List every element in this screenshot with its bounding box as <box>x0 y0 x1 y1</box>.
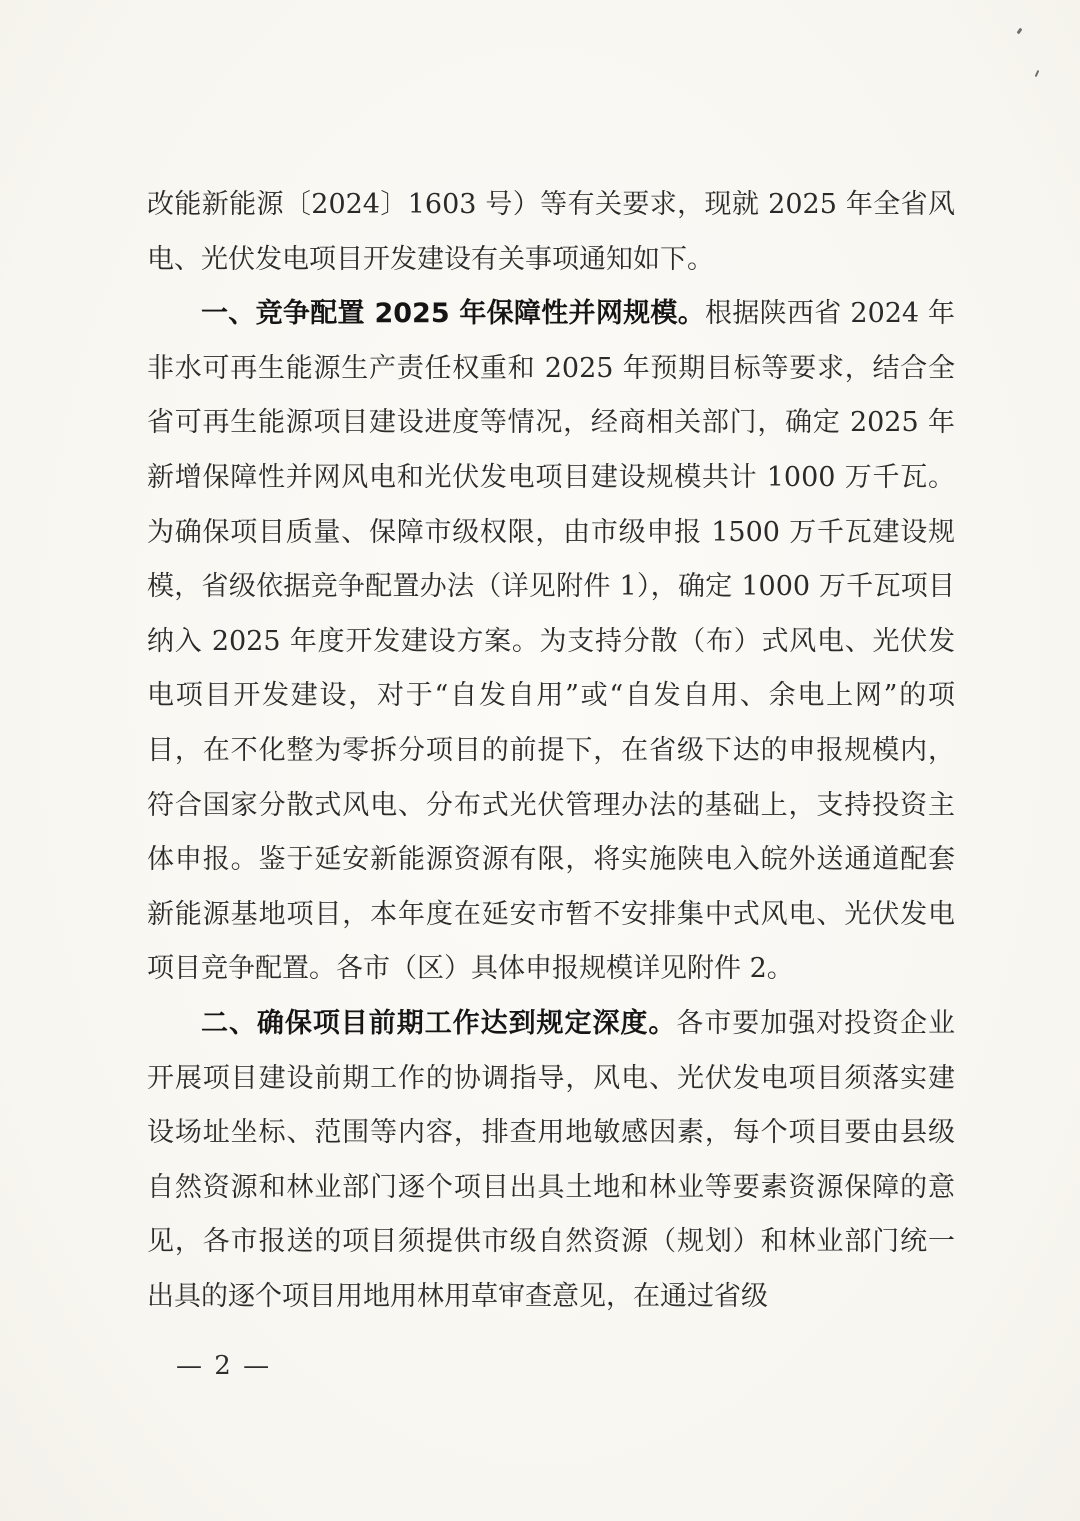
paragraph-text: 改能新能源〔2024〕1603 号）等有关要求，现就 2025 年全省风电、光伏发电项目开发建设有关事项通知如下。 <box>147 189 955 275</box>
document-body <box>147 178 955 1324</box>
paragraph-text: 根据陕西省 2024 年非水可再生能源生产责任权重和 2025 年预期目标等要求，结合全省可再生能源项目建设进度等情况，经商相关部门，确定 2025 年新增保障性并网风电和光伏发电项目建设规模共计 1000 万千瓦。为确保项目质量、保障市级权限，由市级申报 1500 万千瓦建设规模，省级依据竞争配置办法（详见附件 1），确定 1000 万千瓦项目纳入 2025 年度开发建设方案。为支持分散（布）式风电、光伏发电项目开发建设，对于“自发自用”或“自发自用、余电上网”的项目，在不化整为零拆分项目的前提下，在省级下达的申报规模内，符合国家分散式风电、分布式光伏管理办法的基础上，支持投资主体申报。鉴于延安新能源资源有限，将实施陕电入皖外送通道配套新能源基地项目，本年度在延安市暂不安排集中式风电、光伏发电项目竞争配置。各市（区）具体申报规模详见附件 2。 <box>147 298 955 985</box>
section-heading-1: 一、竞争配置 2025 年保障性并网规模。 <box>201 298 706 330</box>
paragraph-intro-continuation <box>147 178 955 287</box>
section-heading-2: 二、确保项目前期工作达到规定深度。 <box>201 1007 677 1039</box>
paragraph-text: 各市要加强对投资企业开展项目建设前期工作的协调指导，风电、光伏发电项目须落实建设场址坐标、范围等内容，排查用地敏感因素，每个项目要由县级自然资源和林业部门逐个项目出具土地和林业等要素资源保障的意见，各市报送的项目须提供市级自然资源（规划）和林业部门统一出具的逐个项目用地用林用草审查意见，在通过省级 <box>147 1007 956 1312</box>
paragraph-section-2 <box>147 997 955 1325</box>
page-number: — 2 — <box>176 1351 272 1381</box>
paragraph-section-1 <box>147 287 955 997</box>
